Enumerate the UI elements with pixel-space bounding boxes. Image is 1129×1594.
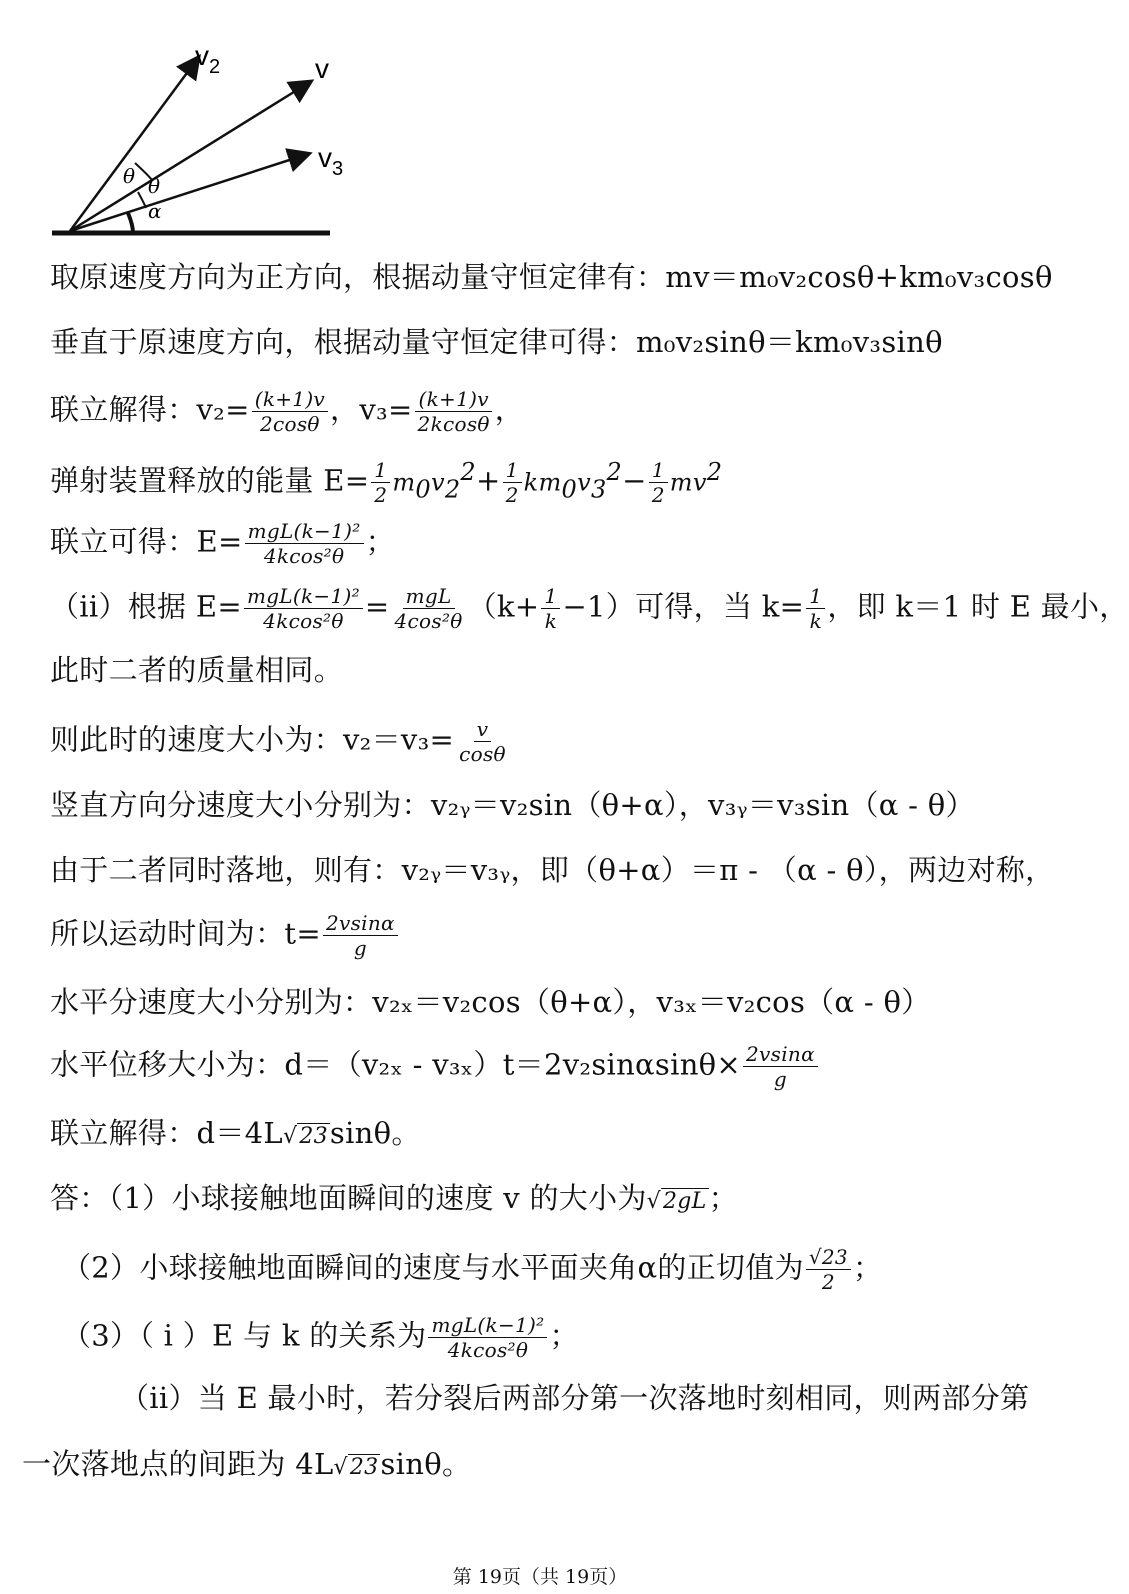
fraction-half: $\frac{1}{2}$ [371, 459, 390, 506]
v3-arrow [70, 154, 308, 231]
answer-3-i: （3）（ i ）E 与 k 的关系为 $\frac{\text{mgL(k−1)²}}{\text{4kcos²θ}}$ ； [62, 1313, 579, 1362]
fraction: $\frac{2vsin\alpha}{g}$ [743, 1043, 818, 1090]
sqrt: √2gL [646, 1189, 707, 1214]
v-arrow [70, 82, 310, 231]
line-equal-mass: 此时二者的质量相同。 [50, 653, 344, 687]
line-horizontal-components: 水平分速度大小分别为：v₂ₓ＝v₂cos（θ+α），v₃ₓ＝v₂cos（α - θ） [50, 985, 931, 1019]
v-label: v [315, 53, 329, 84]
line-energy-result: 联立可得：E= $\frac{\text{mgL(k−1)²}}{\text{4kcos²θ}}$ ； [50, 519, 395, 568]
answer-3-ii-cont: 一次落地点的间距为 4L√23sinθ。 [22, 1444, 471, 1488]
line-time: 所以运动时间为：t= $\frac{2vsin\alpha}{g}$ [50, 912, 400, 959]
line-min-energy: （ii）根据 E= $\frac{\text{mgL(k−1)²}}{\text{4kcos²θ}}$ = $\frac{\text{mgL}}{\text{4cos²θ}}$ （k+ $\frac{1}{k}$ −1）可得，当 k= $\frac{1}{k}$ ，即 k＝1 时 E 最小， [50, 584, 1129, 633]
text: ， [494, 392, 525, 427]
fraction: $\frac{√23}{2}$ [806, 1246, 851, 1293]
fraction: $\frac{(k+1)v}{2kcos\theta}$ [415, 388, 493, 435]
alpha-label: α [148, 199, 162, 223]
sqrt: √23 [333, 1455, 379, 1480]
line-vertical-components: 竖直方向分速度大小分别为：v₂ᵧ＝v₂sin（θ+α），v₃ᵧ＝v₃sin（α - θ） [50, 788, 975, 822]
line-solve-velocities [50, 388, 524, 435]
text: ，v₃= [330, 392, 413, 427]
angle-arc-2 [138, 192, 146, 208]
line-momentum-perpendicular: 垂直于原速度方向，根据动量守恒定律可得：m₀v₂sinθ＝km₀v₃sinθ [50, 325, 943, 359]
line-displacement: 水平位移大小为：d＝（v₂ₓ - v₃ₓ）t＝2v₂sinαsinθ× $\frac{2vsin\alpha}{g}$ [50, 1043, 820, 1090]
velocity-diagram [40, 30, 360, 245]
fraction: $\frac{(k+1)v}{2\cos\theta}$ [252, 388, 328, 435]
line-distance-result: 联立解得：d＝4L√23sinθ。 [50, 1113, 421, 1157]
answer-2: （2）小球接触地面瞬间的速度与水平面夹角α的正切值为 $\frac{√23}{2}$ ； [62, 1245, 883, 1294]
answer-1: 答：（1）小球接触地面瞬间的速度 v 的大小为√2gL； [50, 1178, 738, 1222]
fraction: $\frac{\text{mgL(k−1)²}}{\text{4kcos²θ}}$ [244, 585, 363, 632]
fraction: $\frac{1}{k}$ [806, 585, 825, 632]
text: 弹射装置释放的能量 E= [50, 463, 370, 498]
angle-arc-3 [128, 213, 133, 233]
theta-label-2: θ [148, 174, 161, 198]
fraction: $\frac{1}{k}$ [541, 585, 560, 632]
v3-label: $v_3$ [318, 142, 344, 180]
fraction: $\frac{2vsin\alpha}{g}$ [323, 912, 398, 959]
line-energy-release: 弹射装置释放的能量 E= $\frac{1}{2}$ $m_0v_2^2+$ $\frac{1}{2}$ $km_0v_3^2-$ $\frac{1}{2}$ $mv^2$ [50, 458, 723, 508]
answer-3-ii: （ii）当 E 最小时，若分裂后两部分第一次落地时刻相同，则两部分第 [120, 1381, 1030, 1415]
page-footer: 第 19页（共 19页） [452, 1566, 628, 1588]
fraction-half: $\frac{1}{2}$ [649, 459, 668, 506]
line-speed: 则此时的速度大小为：v₂＝v₃= $\frac{v}{\cos\theta}$ [50, 718, 511, 765]
theta-label-1: θ [123, 164, 136, 188]
fraction: $\frac{v}{\cos\theta}$ [459, 717, 506, 766]
line-momentum-parallel: 取原速度方向为正方向，根据动量守恒定律有：mv＝m₀v₂cosθ+km₀v₃cosθ [50, 260, 1053, 294]
fraction: $\frac{\text{mgL(k−1)²}}{\text{4kcos²θ}}$ [428, 1314, 547, 1361]
fraction-half: $\frac{1}{2}$ [503, 459, 522, 506]
fraction: $\frac{\text{mgL(k−1)²}}{\text{4kcos²θ}}$ [245, 520, 364, 567]
fraction: $\frac{\text{mgL}}{\text{4cos²θ}}$ [394, 584, 463, 633]
v2-arrow [70, 58, 198, 231]
sqrt: √23 [282, 1124, 328, 1149]
line-same-landing: 由于二者同时落地，则有：v₂ᵧ＝v₃ᵧ，即（θ+α）＝π - （α - θ），两边对称， [50, 853, 1055, 887]
v2-label: $v_2$ [195, 40, 221, 78]
text: 联立解得：v₂= [50, 392, 250, 427]
